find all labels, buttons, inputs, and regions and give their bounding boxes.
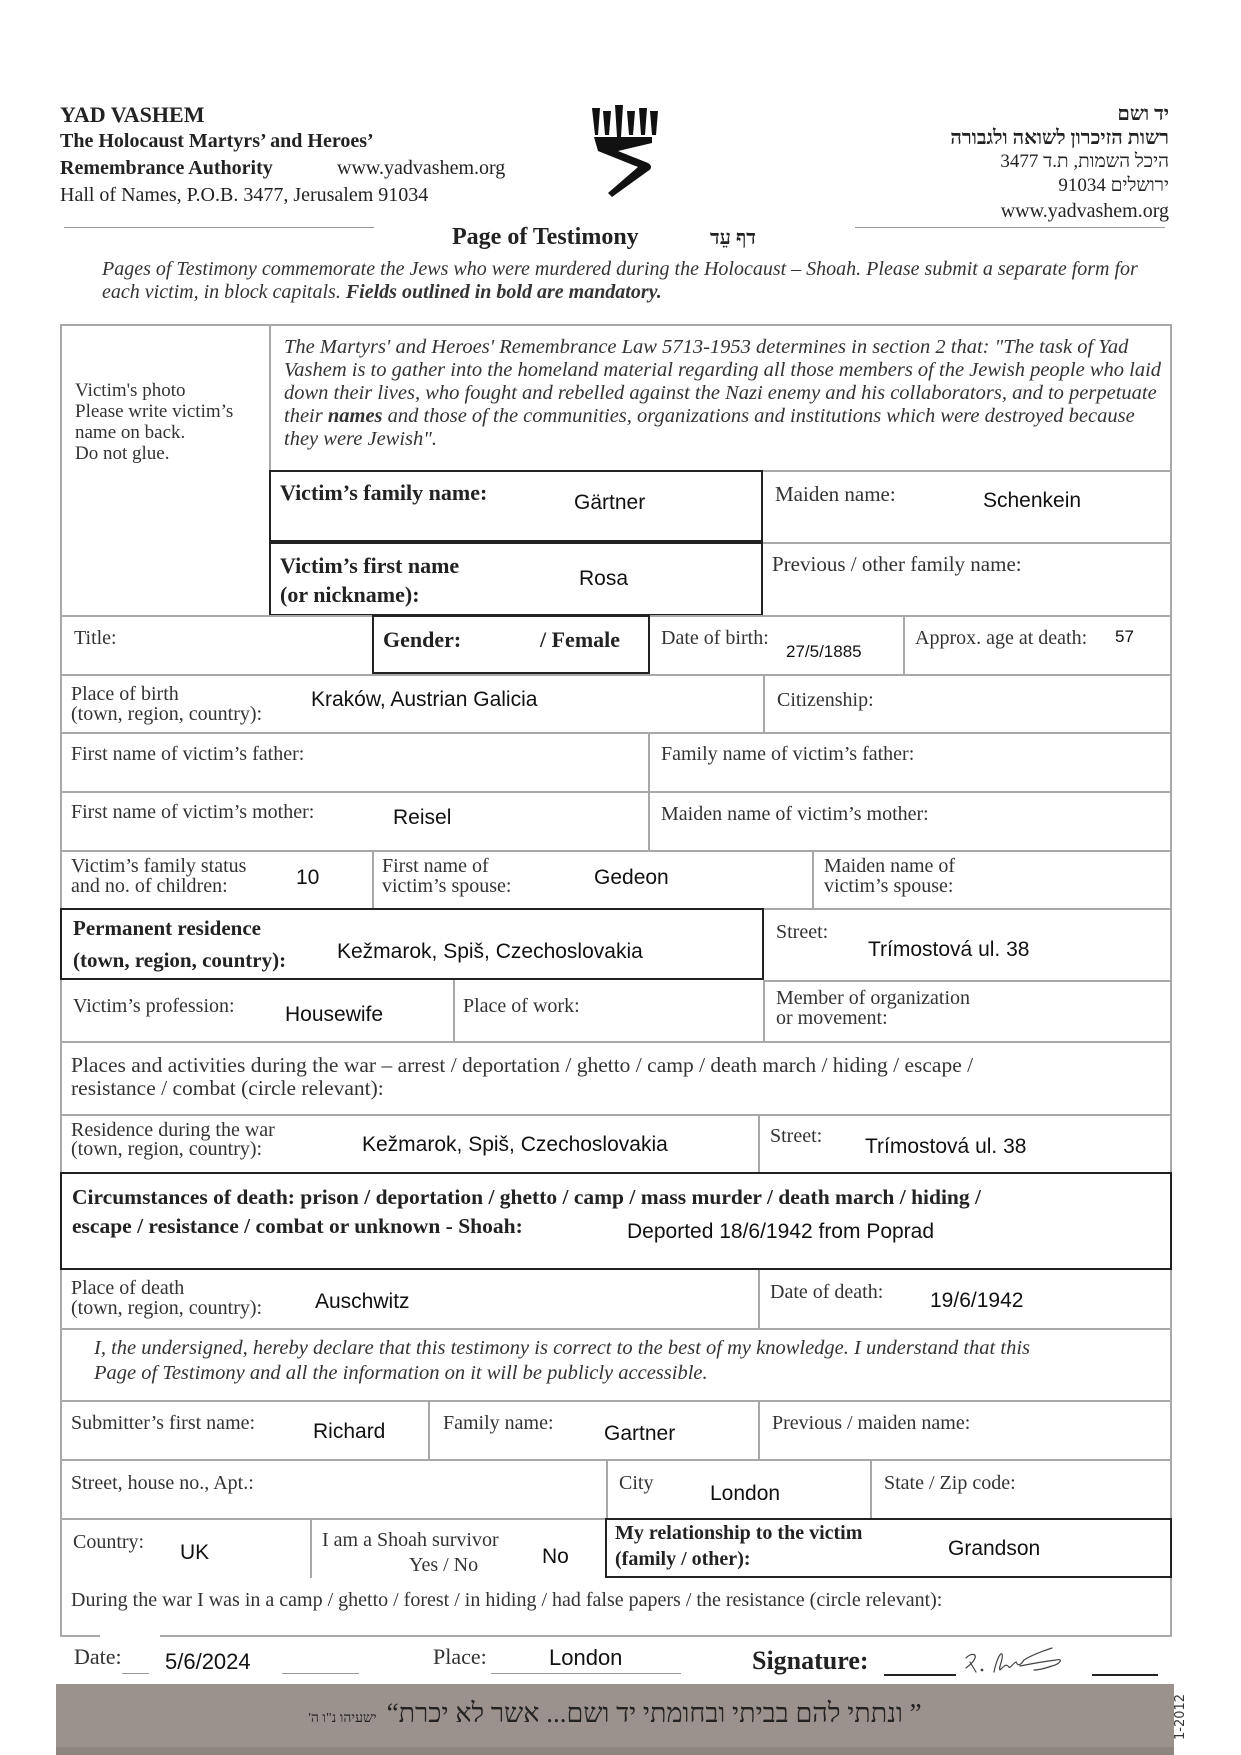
law-bold-word: names	[327, 405, 383, 427]
divider	[60, 1328, 1172, 1330]
divider	[428, 1400, 430, 1459]
victim-family-name-value: Gärtner	[574, 491, 646, 514]
death-date-value: 19/6/1942	[930, 1289, 1024, 1312]
age-label: Approx. age at death:	[915, 627, 1088, 649]
submitter-street-label: Street, house no., Apt.:	[71, 1472, 254, 1494]
profession-label: Victim’s profession:	[73, 995, 235, 1017]
age-value: 57	[1115, 627, 1134, 646]
organization-field[interactable]	[930, 1000, 1165, 1036]
spouse-first-label-2: victim’s spouse:	[382, 875, 512, 897]
divider	[60, 732, 1172, 734]
divider	[372, 850, 374, 908]
war-street-label: Street:	[770, 1125, 823, 1147]
spouse-first-value: Gedeon	[594, 866, 669, 889]
submitter-country-label: Country:	[73, 1531, 145, 1553]
divider	[60, 1114, 1172, 1116]
form-code: 1-2012	[1173, 1693, 1188, 1740]
footer-quote	[56, 1698, 1174, 1729]
divider	[60, 1041, 1172, 1043]
organization-label-2: or movement:	[776, 1007, 888, 1029]
intro-body: Pages of Testimony commemorate the Jews who were murdered during the Holocaust – Shoah. Please submit a separate form for each victim, in block capitals.	[102, 258, 1138, 303]
signature-underline-left	[884, 1674, 956, 1676]
submitter-previous-name-label: Previous / maiden name:	[772, 1412, 971, 1434]
photo-line4: Do not glue.	[75, 443, 170, 464]
relationship-label-1: My relationship to the victim	[615, 1522, 863, 1544]
signature-label: Signature:	[752, 1646, 869, 1675]
submitter-first-name-label: Submitter’s first name:	[71, 1412, 256, 1434]
death-date-label: Date of death:	[770, 1281, 884, 1303]
previous-name-field[interactable]	[765, 580, 1170, 614]
title-field[interactable]	[130, 620, 360, 670]
place-value[interactable]: London	[549, 1645, 623, 1670]
footer-quote-source: ישעיהו נ"ו ה'	[308, 1711, 377, 1726]
divider	[60, 674, 1172, 676]
org-line2: The Holocaust Martyrs’ and Heroes’	[60, 130, 374, 152]
divider	[764, 980, 1172, 982]
maiden-name-label: Maiden name:	[775, 482, 896, 506]
submitter-previous-name-field[interactable]	[770, 1436, 1165, 1456]
war-street-value: Trímostová ul. 38	[865, 1135, 1027, 1158]
title-label: Title:	[74, 627, 117, 649]
dob-label: Date of birth:	[661, 627, 769, 649]
divider	[310, 1518, 312, 1578]
submitter-family-name-value: Gartner	[604, 1422, 676, 1445]
war-residence-label-2: (town, region, country):	[71, 1138, 263, 1160]
family-status-label-2: and no. of children:	[71, 875, 228, 897]
divider	[758, 1270, 760, 1328]
circumstances-value: Deported 18/6/1942 from Poprad	[627, 1220, 935, 1243]
war-activities-label-2: resistance / combat (circle relevant):	[71, 1076, 384, 1100]
death-place-label-2: (town, region, country):	[71, 1297, 263, 1319]
divider	[763, 980, 765, 1042]
divider	[903, 615, 905, 675]
spouse-maiden-field[interactable]	[975, 856, 1165, 902]
maiden-name-value[interactable]	[983, 489, 1081, 513]
org-header-english	[60, 102, 560, 209]
spouse-maiden-label-1: Maiden name of	[824, 855, 956, 877]
submitter-first-name-value: Richard	[313, 1420, 386, 1443]
org-website[interactable]: www.yadvashem.org	[337, 157, 506, 179]
permanent-residence-label-1: Permanent residence	[73, 916, 261, 940]
divider	[870, 1459, 872, 1519]
father-first-label: First name of victim’s father:	[71, 743, 305, 765]
citizenship-label: Citizenship:	[777, 689, 874, 711]
org-address: Hall of Names, P.O.B. 3477, Jerusalem 91034	[60, 184, 429, 206]
footer-band-bottom-strip	[56, 1747, 1174, 1755]
date-underline-right	[282, 1673, 359, 1674]
citizenship-field[interactable]	[900, 680, 1165, 726]
hebrew-website[interactable]: www.yadvashem.org	[1000, 200, 1169, 222]
victim-first-name-label-2: (or nickname):	[280, 582, 420, 607]
victim-first-name-label-1: Victim’s first name	[280, 553, 460, 578]
submitter-city-value: London	[710, 1482, 781, 1505]
hebrew-line1: יד ושם	[1117, 103, 1169, 125]
workplace-label: Place of work:	[463, 995, 580, 1017]
divider	[453, 980, 455, 1042]
page-title-hebrew: דף עֵד	[710, 227, 756, 249]
war-residence-value: Kežmarok, Spiš, Czechoslovakia	[362, 1133, 668, 1156]
father-family-field[interactable]	[660, 770, 1165, 790]
divider	[60, 791, 1172, 793]
mother-maiden-label: Maiden name of victim’s mother:	[661, 803, 929, 825]
law-text	[284, 336, 1164, 451]
family-status-value: 10	[296, 866, 320, 889]
submitter-family-name-label: Family name:	[443, 1412, 554, 1434]
hebrew-line2: רשות הזיכרון לשואה ולגבורה	[950, 127, 1169, 149]
declaration	[94, 1336, 1030, 1386]
war-residence-label-1: Residence during the war	[71, 1119, 275, 1141]
organization-label-1: Member of organization	[776, 987, 971, 1009]
father-first-field[interactable]	[340, 738, 640, 788]
mother-first-label: First name of victim’s mother:	[71, 801, 315, 823]
divider	[758, 1400, 760, 1459]
gender-value: / Female	[540, 627, 621, 652]
workplace-field[interactable]	[600, 990, 755, 1036]
spouse-first-label-1: First name of	[382, 855, 489, 877]
permanent-residence-value: Kežmarok, Spiš, Czechoslovakia	[337, 940, 643, 963]
birthplace-label-1: Place of birth	[71, 683, 179, 705]
declaration-line2: Page of Testimony and all the information on it will be publicly accessible.	[94, 1362, 708, 1384]
page-title: Page of Testimony	[452, 224, 639, 250]
death-place-label-1: Place of death	[71, 1277, 185, 1299]
submitter-zip-label: State / Zip code:	[884, 1472, 1016, 1494]
footer-quote-hebrew: ” ונתתי להם בביתי ובחומתי יד ושם... אשר לא יכרת“	[386, 1698, 922, 1728]
spouse-maiden-label-2: victim’s spouse:	[824, 875, 954, 897]
survivor-label-2[interactable]: Yes / No	[409, 1554, 479, 1576]
victim-family-name-label: Victim’s family name:	[280, 480, 488, 505]
signature-underline-right	[1092, 1674, 1158, 1676]
date-underline-left	[122, 1673, 149, 1674]
divider	[60, 1459, 1172, 1461]
dob-value: 27/5/1885	[786, 642, 862, 661]
war-activities-label-1[interactable]: Places and activities during the war – arrest / deportation / ghetto / camp / death march / hiding / escape /	[71, 1053, 974, 1077]
photo-line2: Please write victim’s	[75, 401, 234, 422]
submitter-street-field[interactable]	[280, 1465, 600, 1515]
birthplace-label-2: (town, region, country):	[71, 703, 263, 725]
org-header-hebrew	[809, 102, 1169, 224]
maiden-name-text: Schenkein	[983, 489, 1082, 512]
mother-first-value: Reisel	[393, 806, 452, 829]
gender-label: Gender:	[383, 627, 462, 652]
date-value[interactable]: 5/6/2024	[165, 1649, 251, 1674]
during-war-field[interactable]	[66, 1612, 1166, 1634]
divider	[812, 850, 814, 908]
birthplace-value: Kraków, Austrian Galicia	[311, 688, 538, 711]
divider	[606, 1459, 608, 1519]
circumstances-label-2[interactable]: escape / resistance / combat or unknown - Shoah:	[72, 1214, 523, 1238]
divider	[60, 1400, 1172, 1402]
victim-first-name-value: Rosa	[579, 567, 629, 590]
divider	[762, 470, 1172, 472]
photo-line3: name on back.	[75, 422, 186, 443]
divider	[762, 542, 1172, 544]
street-value: Trímostová ul. 38	[868, 938, 1030, 961]
org-name: YAD VASHEM	[60, 102, 205, 127]
header-divider-left	[64, 227, 374, 228]
death-place-value: Auschwitz	[315, 1290, 410, 1313]
survivor-label-1: I am a Shoah survivor	[322, 1529, 499, 1551]
survivor-value: No	[542, 1545, 569, 1568]
handwritten-signature-icon[interactable]	[960, 1644, 1090, 1684]
submitter-city-label: City	[619, 1472, 654, 1494]
place-underline	[491, 1673, 681, 1674]
permanent-residence-label-2: (town, region, country):	[73, 948, 287, 972]
family-status-label-1: Victim’s family status	[71, 855, 247, 877]
yad-vashem-logo-icon	[590, 105, 660, 205]
place-label: Place:	[433, 1644, 487, 1669]
during-war-label[interactable]: During the war I was in a camp / ghetto / forest / in hiding / had false papers / the resistance (circle relevant):	[71, 1589, 943, 1611]
footer-band	[56, 1684, 1174, 1755]
divider	[763, 674, 765, 732]
father-family-label: Family name of victim’s father:	[661, 743, 915, 765]
intro-text	[102, 258, 1162, 304]
declaration-line1: I, the undersigned, hereby declare that this testimony is correct to the best of my knowledge. I understand that this	[94, 1337, 1030, 1359]
divider	[758, 1114, 760, 1172]
org-line3: Remembrance Authority	[60, 157, 273, 179]
hebrew-line3: היכל השמות, ת.ד 3477	[1000, 151, 1169, 172]
signature-row-gap	[100, 1634, 160, 1638]
law-text-after: and those of the communities, organizations and institutions which were destroyed because they were Jewish".	[284, 405, 1135, 450]
relationship-value: Grandson	[948, 1537, 1041, 1560]
intro-mandatory: Fields outlined in bold are mandatory.	[345, 281, 662, 303]
date-label: Date:	[74, 1644, 122, 1669]
submitter-zip-field[interactable]	[880, 1496, 1165, 1516]
photo-line1: Victim's photo	[75, 380, 186, 401]
street-label: Street:	[776, 921, 829, 943]
submitter-country-value: UK	[180, 1541, 210, 1564]
profession-value: Housewife	[285, 1003, 384, 1026]
law-text-before: The Martyrs' and Heroes' Remembrance Law 5713-1953 determines in section 2 that: "The task of Yad Vashem is to gather into the homeland material regarding all those members of the Jewish people who laid down their lives, who fought and rebelled against the Nazi enemy and his collaborators, and to perpetuate their	[284, 336, 1162, 427]
previous-name-label: Previous / other family name:	[772, 552, 1022, 576]
circumstances-label-1[interactable]: Circumstances of death: prison / deportation / ghetto / camp / mass murder / death march / hiding /	[72, 1185, 981, 1209]
divider	[60, 1635, 1172, 1637]
mother-maiden-field[interactable]	[660, 828, 1165, 848]
divider	[60, 850, 1172, 852]
relationship-label-2: (family / other):	[615, 1548, 751, 1570]
header-divider-right	[855, 227, 1165, 228]
photo-box	[75, 380, 233, 464]
hebrew-line4: ירושלים 91034	[1058, 175, 1169, 196]
